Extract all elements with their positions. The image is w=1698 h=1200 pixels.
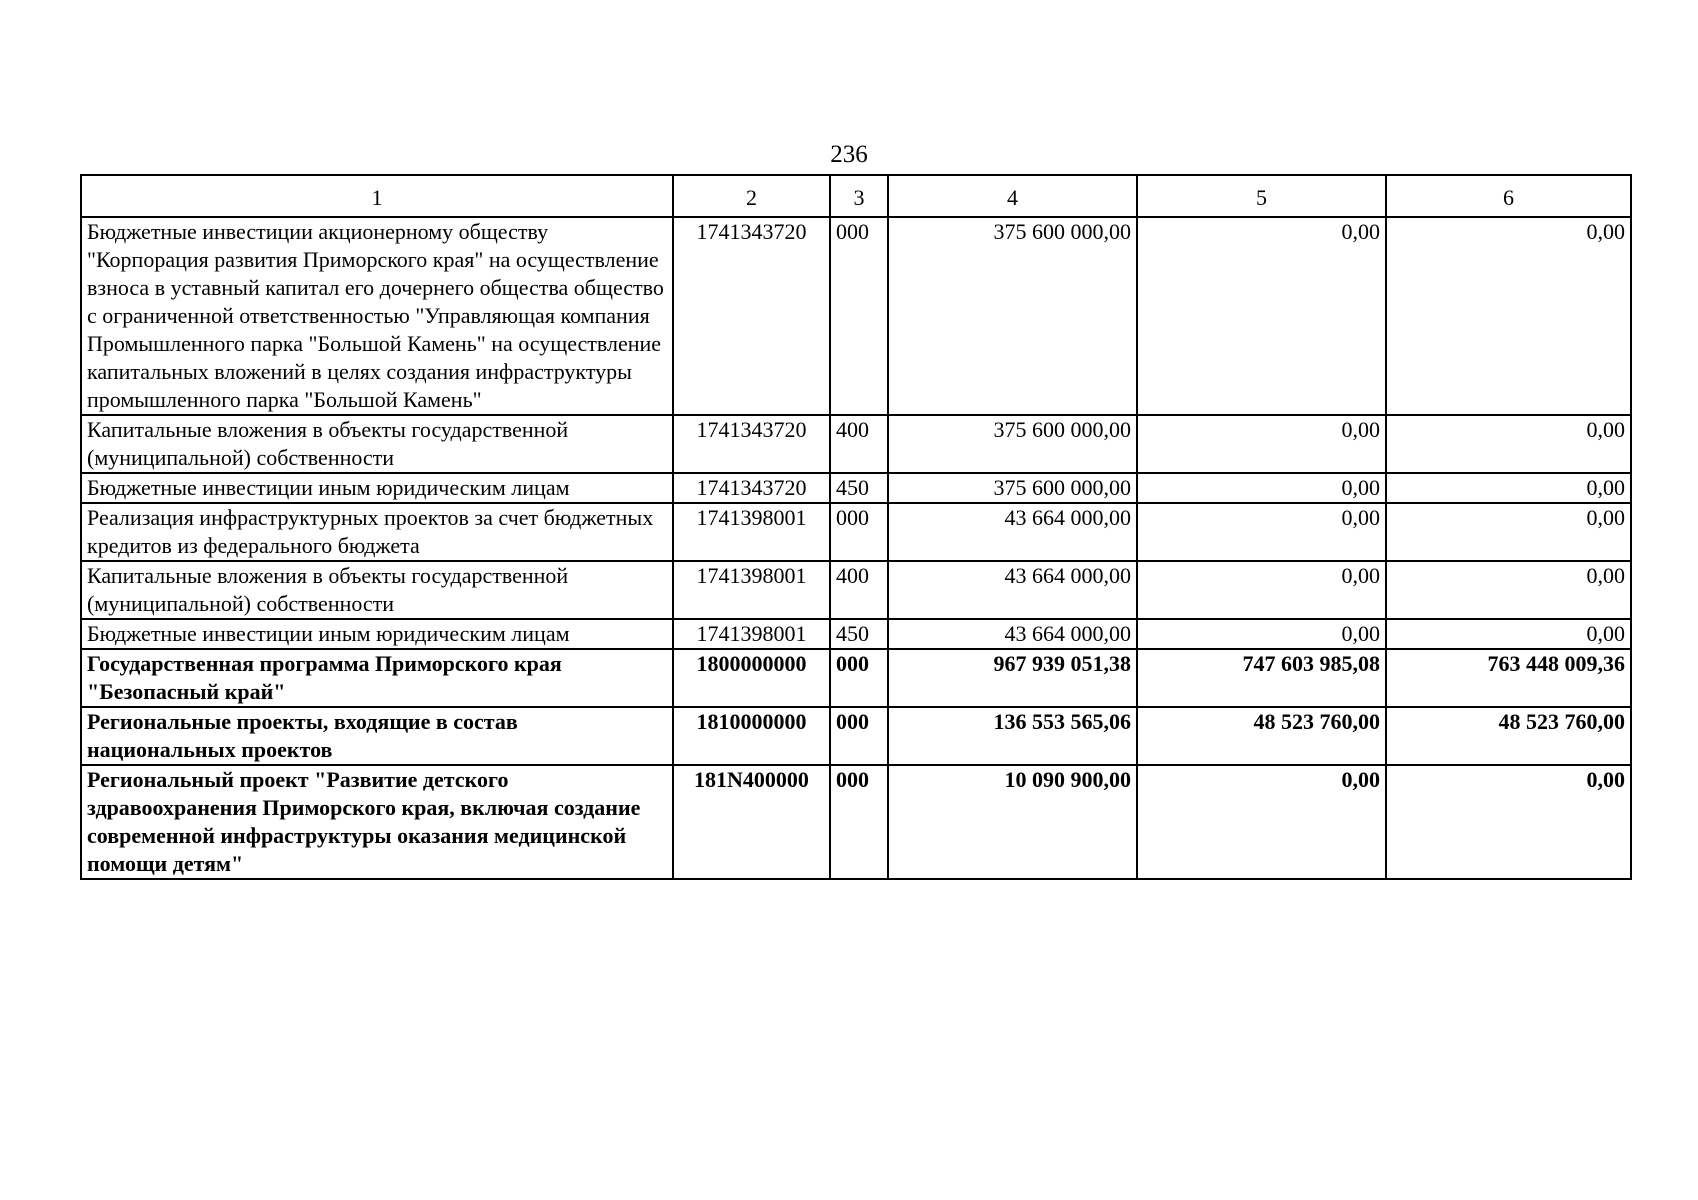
column-header-1: 1 <box>81 175 673 217</box>
row-value-col4: 375 600 000,00 <box>888 473 1137 503</box>
row-expense-type: 000 <box>830 707 888 765</box>
page-number: 236 <box>830 141 868 168</box>
row-target-code: 1741343720 <box>673 217 830 415</box>
row-value-col5: 0,00 <box>1137 415 1386 473</box>
row-target-code: 1800000000 <box>673 649 830 707</box>
row-value-col6: 763 448 009,36 <box>1386 649 1631 707</box>
row-value-col4: 375 600 000,00 <box>888 415 1137 473</box>
row-value-col5: 0,00 <box>1137 473 1386 503</box>
row-value-col6: 0,00 <box>1386 217 1631 415</box>
row-target-code: 1741398001 <box>673 561 830 619</box>
table-row <box>81 649 1631 707</box>
row-value-col4: 136 553 565,06 <box>888 707 1137 765</box>
table-header-row <box>81 175 1631 217</box>
column-header-2: 2 <box>673 175 830 217</box>
row-value-col6: 0,00 <box>1386 765 1631 879</box>
row-expense-type: 000 <box>830 503 888 561</box>
row-name: Бюджетные инвестиции акционерному обществу "Корпорация развития Приморского края" на осуществление взноса в уставный капитал его дочернего общества общество с ограниченной ответственностью "Управляющая компания Промышленного парка "Большой Камень" на осуществление капитальных вложений в целях создания инфраструктуры промышленного парка "Большой Камень" <box>81 217 673 415</box>
row-value-col4: 375 600 000,00 <box>888 217 1137 415</box>
row-value-col6: 0,00 <box>1386 561 1631 619</box>
row-name: Региональные проекты, входящие в состав национальных проектов <box>81 707 673 765</box>
row-value-col4: 967 939 051,38 <box>888 649 1137 707</box>
row-expense-type: 000 <box>830 765 888 879</box>
row-value-col4: 43 664 000,00 <box>888 503 1137 561</box>
row-name: Бюджетные инвестиции иным юридическим лицам <box>81 473 673 503</box>
budget-table <box>80 174 1632 880</box>
table-row <box>81 415 1631 473</box>
table-row <box>81 561 1631 619</box>
row-name: Капитальные вложения в объекты государственной (муниципальной) собственности <box>81 561 673 619</box>
row-target-code: 1741343720 <box>673 415 830 473</box>
row-target-code: 181N400000 <box>673 765 830 879</box>
table-row <box>81 503 1631 561</box>
row-name: Капитальные вложения в объекты государственной (муниципальной) собственности <box>81 415 673 473</box>
row-expense-type: 000 <box>830 649 888 707</box>
row-value-col5: 0,00 <box>1137 217 1386 415</box>
row-target-code: 1741398001 <box>673 619 830 649</box>
row-expense-type: 400 <box>830 561 888 619</box>
row-target-code: 1741343720 <box>673 473 830 503</box>
column-header-6: 6 <box>1386 175 1631 217</box>
row-value-col5: 48 523 760,00 <box>1137 707 1386 765</box>
row-value-col5: 0,00 <box>1137 765 1386 879</box>
row-name: Региональный проект "Развитие детского здравоохранения Приморского края, включая создание современной инфраструктуры оказания медицинской помощи детям" <box>81 765 673 879</box>
table-row <box>81 619 1631 649</box>
row-value-col6: 0,00 <box>1386 619 1631 649</box>
row-name: Реализация инфраструктурных проектов за счет бюджетных кредитов из федерального бюджета <box>81 503 673 561</box>
table-row <box>81 765 1631 879</box>
row-name: Бюджетные инвестиции иным юридическим лицам <box>81 619 673 649</box>
row-expense-type: 450 <box>830 473 888 503</box>
row-value-col5: 0,00 <box>1137 619 1386 649</box>
row-target-code: 1741398001 <box>673 503 830 561</box>
row-expense-type: 000 <box>830 217 888 415</box>
row-name: Государственная программа Приморского края "Безопасный край" <box>81 649 673 707</box>
row-expense-type: 400 <box>830 415 888 473</box>
row-value-col5: 0,00 <box>1137 503 1386 561</box>
table-row <box>81 707 1631 765</box>
table-row <box>81 473 1631 503</box>
row-value-col6: 48 523 760,00 <box>1386 707 1631 765</box>
column-header-3: 3 <box>830 175 888 217</box>
row-value-col5: 747 603 985,08 <box>1137 649 1386 707</box>
row-target-code: 1810000000 <box>673 707 830 765</box>
table-row <box>81 217 1631 415</box>
row-value-col5: 0,00 <box>1137 561 1386 619</box>
row-value-col6: 0,00 <box>1386 415 1631 473</box>
column-header-5: 5 <box>1137 175 1386 217</box>
column-header-4: 4 <box>888 175 1137 217</box>
row-value-col4: 43 664 000,00 <box>888 619 1137 649</box>
row-value-col4: 43 664 000,00 <box>888 561 1137 619</box>
row-value-col4: 10 090 900,00 <box>888 765 1137 879</box>
row-expense-type: 450 <box>830 619 888 649</box>
row-value-col6: 0,00 <box>1386 503 1631 561</box>
row-value-col6: 0,00 <box>1386 473 1631 503</box>
